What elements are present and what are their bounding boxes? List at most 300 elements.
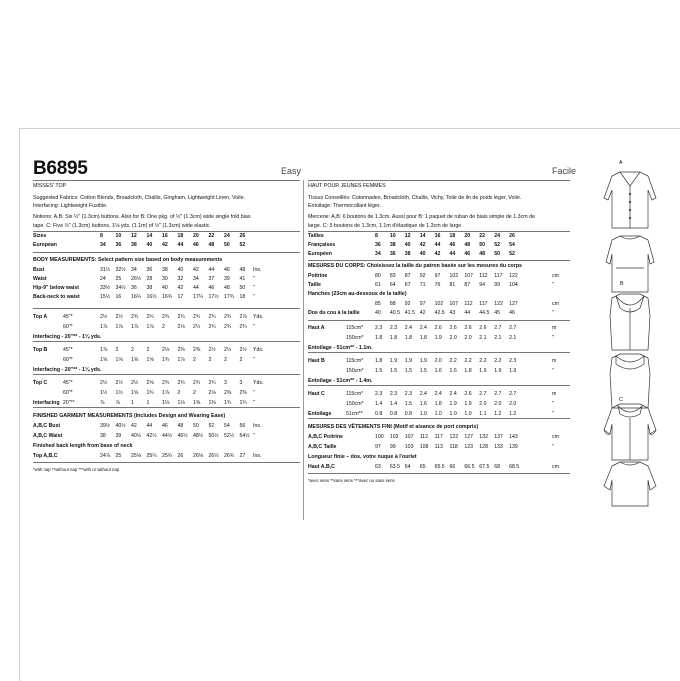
yardage-row-fr-value: 1.8 — [389, 335, 398, 341]
finished-row-fr-value: 108 — [419, 444, 429, 450]
yardage-row-fr-value: 2.4 — [404, 325, 413, 331]
sizes-row-fr-value: 16 — [434, 233, 441, 239]
yardage-row-en-label: Top B — [33, 347, 48, 353]
yardage-row-en-value: 2⅜ — [239, 390, 247, 396]
yardage-row-en-value: 1½ — [100, 390, 108, 396]
finished-row-en-label: A,B,C Bust — [33, 423, 61, 429]
hip-row-fr-value: 107 — [449, 301, 459, 307]
yardage-row-fr-value: 2.0 — [434, 358, 442, 364]
european-row-fr-value: 52 — [509, 251, 515, 257]
yardage-row-en-value: 1⅝ — [131, 390, 139, 396]
yardage-row-fr-value: 1.8 — [464, 368, 472, 374]
width-en: 45"* — [63, 380, 73, 386]
view-a-front-sketch — [604, 172, 656, 228]
french-sizes-row-value: 40 — [404, 242, 411, 248]
hip-row-fr-value: 102 — [434, 301, 444, 307]
yardage-row-fr-value: 1.5 — [375, 368, 383, 374]
yardage-row-en-unit: Yds. — [253, 314, 264, 320]
finished-row-en-value: 48 — [177, 423, 184, 429]
finished-row-en-value: 46½ — [177, 433, 188, 439]
finished-row-fr-value: 128 — [479, 444, 488, 450]
notions-fr-1: Mercerie: A,B: 6 boutons de 1.3cm. Aussi pour B: 1 paquet de ruban de biais simple de 1.3cm de — [308, 214, 536, 220]
length-row-en-value: 26⅛ — [193, 453, 204, 459]
body-row-en-value: 38 — [146, 285, 153, 291]
body-row-en-unit: " — [253, 285, 255, 291]
yardage-row-en-value: 2 — [162, 324, 165, 330]
yardage-row-en-value: 1⅞ — [162, 390, 170, 396]
width-en: 60"* — [63, 390, 73, 396]
body-row-en-value: 16¾ — [162, 294, 173, 300]
yardage-row-en-unit: Yds. — [253, 347, 264, 353]
yardage-row-fr-value: 1.8 — [434, 401, 442, 407]
rule-en-1 — [33, 231, 300, 232]
body-row-en-value: 34½ — [115, 285, 126, 291]
body-row-en-value: 24 — [100, 276, 106, 282]
yardage-row-en-value: 2¾ — [193, 314, 201, 320]
finished-row-fr-value: 113 — [434, 444, 443, 450]
body-row-en-value: 48 — [224, 285, 230, 291]
yardage-row-fr-value: 1.9 — [434, 335, 442, 341]
width-fr: 150cm* — [346, 368, 364, 374]
body-row-fr-value: 97 — [434, 273, 441, 279]
yardage-row-en-value: 2¾ — [162, 314, 170, 320]
yardage-row-fr-value: 2.7 — [494, 391, 502, 397]
yardage-row-en-value: 2 — [193, 357, 196, 363]
french-sizes-row-value: 42 — [419, 242, 426, 248]
finished-row-fr-value: 107 — [404, 434, 414, 440]
width-en: 45"* — [63, 347, 73, 353]
difficulty-en: Easy — [281, 166, 302, 176]
european-row-en-value: 50 — [224, 242, 230, 248]
body-row-en-value: 34 — [193, 276, 199, 282]
view-c-front-sketch — [604, 404, 656, 460]
body-row-fr-unit: cm — [552, 273, 559, 279]
interfacing-row-en-value: 1 — [131, 400, 134, 406]
rule-en-3 — [33, 308, 300, 309]
finished-row-en-value: 42 — [131, 423, 137, 429]
interfacing-row-en-value: 1⅜ — [193, 400, 201, 406]
yardage-row-en-value: 1⅝ — [115, 357, 123, 363]
length-row-en-value: 26¾ — [224, 453, 235, 459]
sizes-row-fr-value: 22 — [479, 233, 486, 239]
yardage-row-fr-value: 1.5 — [389, 368, 398, 374]
body-row-en-value: 42 — [177, 285, 184, 291]
yardage-row-en-value: 2½ — [224, 347, 232, 353]
european-row-en-value: 46 — [193, 242, 199, 248]
european-row-en-value: 36 — [115, 242, 122, 248]
rule-fr-top — [308, 352, 570, 353]
yardage-row-en-label: Top A — [33, 314, 48, 320]
yardage-row-en-value: 2¾ — [177, 314, 185, 320]
yardage-row-en-label: Top C — [33, 380, 48, 386]
french-sizes-row-value: 36 — [375, 242, 381, 248]
yardage-row-en-value: 1¾ — [146, 390, 154, 396]
european-row-en-value: 48 — [208, 242, 215, 248]
european-row-fr-label: Européen — [308, 251, 332, 257]
body-row-en-value: 17½ — [208, 294, 219, 300]
length-row-fr-label: Haut A,B,C — [308, 464, 335, 470]
yardage-row-en-value: 2⅜ — [224, 390, 232, 396]
interfacing-row-fr-value: 1.0 — [449, 411, 457, 417]
view-b-label: B — [620, 281, 624, 287]
length-row-fr-value: 65.5 — [434, 464, 445, 470]
interfacing-row-fr-value: 1.2 — [509, 411, 517, 417]
yardage-row-en-value: 1⅞ — [131, 324, 139, 330]
yardage-row-fr-value: 2.6 — [464, 325, 472, 331]
footnote-fr: *avec sens **sans sens ***avec ou sans sens — [308, 478, 395, 483]
finished-row-fr-value: 139 — [509, 444, 518, 450]
finished-row-en-value: 44 — [146, 423, 153, 429]
finished-row-en-value: 39 — [115, 433, 122, 439]
finished-row-fr-value: 143 — [509, 434, 518, 440]
body-row-en-value: 33½ — [100, 285, 111, 291]
finished-row-en-value: 40½ — [131, 433, 142, 439]
finished-row-en-value: 48½ — [193, 433, 204, 439]
rule-fr-2 — [308, 260, 570, 261]
body-row-fr-value: 107 — [464, 273, 474, 279]
yardage-row-fr-value: 1.9 — [494, 368, 502, 374]
rule-fr-4 — [308, 473, 570, 474]
yardage-row-fr-value: 2.3 — [389, 325, 398, 331]
yardage-row-fr-value: 2.2 — [494, 358, 502, 364]
sizes-row-en-value: 26 — [239, 233, 246, 239]
finished-row-fr-value: 118 — [449, 444, 458, 450]
body-row-en-value: 15½ — [100, 294, 111, 300]
interfacing-row-fr-unit: " — [552, 411, 554, 417]
european-row-en-value: 34 — [100, 242, 106, 248]
body-row-en-value: 16½ — [146, 294, 157, 300]
yardage-row-en-value: 1⅝ — [100, 357, 108, 363]
body-row-en-label: Hip-9" below waist — [33, 285, 79, 291]
body-row-en-value: 18 — [239, 294, 246, 300]
body-row-fr-value: 94 — [479, 282, 486, 288]
interfacing-row-fr-value: 1.0 — [464, 411, 472, 417]
yardage-row-fr-value: 1.9 — [404, 358, 413, 364]
body-row-en-value: 46 — [224, 267, 230, 273]
body-row-en-value: 39 — [224, 276, 230, 282]
body-row-fr-value: 81 — [449, 282, 456, 288]
european-row-fr-value: 46 — [464, 251, 471, 257]
finished-row-en-value: 46 — [162, 423, 168, 429]
yardage-row-en-unit: " — [253, 324, 255, 330]
french-sizes-row-value: 46 — [449, 242, 456, 248]
length-row-en-value: 25¾ — [162, 453, 173, 459]
finished-row-en-value: 40½ — [115, 423, 126, 429]
european-row-en-value: 44 — [177, 242, 184, 248]
length-row-fr-value: 67.5 — [479, 464, 490, 470]
yardage-row-fr-unit: m — [552, 391, 557, 397]
french-sizes-row-value: 44 — [434, 242, 441, 248]
rule-en-top — [33, 374, 300, 375]
interfacing-row-fr-value: 1.1 — [479, 411, 487, 417]
sizes-row-en-value: 18 — [177, 233, 184, 239]
sizes-row-en-value: 24 — [224, 233, 230, 239]
yardage-row-en-value: 2 — [208, 357, 212, 363]
body-row-en-value: 40 — [162, 285, 168, 291]
sizes-row-en-value: 20 — [193, 233, 199, 239]
yardage-row-en-value: 2¾ — [131, 314, 139, 320]
back-row-fr-value: 44 — [464, 310, 471, 316]
yardage-row-fr-value: 1.8 — [375, 335, 383, 341]
european-row-fr-value: 40 — [419, 251, 426, 257]
body-row-fr-value: 112 — [479, 273, 488, 279]
body-row-en-value: 17 — [177, 294, 184, 300]
body-row-en-value: 16 — [115, 294, 122, 300]
body-row-en-value: 37 — [208, 276, 215, 282]
body-row-fr-label: Poitrine — [308, 273, 328, 279]
french-sizes-row-value: 38 — [389, 242, 396, 248]
european-row-fr-value: 44 — [449, 251, 456, 257]
european-row-en-value: 42 — [162, 242, 168, 248]
interfacing-row-fr-label: Entoilage — [308, 411, 332, 417]
length-row-fr-value: 63 — [375, 464, 381, 470]
interfacing-en: Interfacing: Lightweight Fusible. — [33, 203, 108, 209]
yardage-row-en-value: 2⅛ — [177, 324, 185, 330]
back-row-fr-label: Dos du cou à la taille — [308, 310, 360, 316]
yardage-row-en-value: 2⅛ — [162, 347, 170, 353]
finished-row-en-value: 54 — [224, 423, 230, 429]
yardage-row-fr-value: 2.0 — [494, 401, 502, 407]
yardage-row-fr-value: 1.9 — [419, 358, 427, 364]
back-row-fr-value: 41.5 — [404, 310, 415, 316]
french-sizes-row-value: 54 — [509, 242, 515, 248]
width-en: 20"** — [63, 400, 75, 406]
interfacing-row-fr-value: 1.0 — [419, 411, 427, 417]
yardage-row-fr-value: 2.3 — [404, 391, 413, 397]
yardage-row-en-value: 2¾ — [193, 380, 201, 386]
french-sizes-row-label: Françaises — [308, 242, 336, 248]
back-row-fr-value: 43 — [449, 310, 456, 316]
finished-row-fr-value: 123 — [464, 444, 474, 450]
body-row-en-value: 48 — [239, 267, 246, 273]
back-row-fr-value: 42 — [419, 310, 426, 316]
body-row-en-value: 36 — [146, 267, 153, 273]
finished-title-fr: MESURES DES VÊTEMENTS FINI (Motif et aisance de port compris) — [308, 424, 479, 430]
sizes-row-en-value: 10 — [115, 233, 122, 239]
yardage-row-fr-unit: " — [552, 401, 554, 407]
interfacing-row-en-value: ⅞ — [115, 400, 120, 406]
yardage-row-en-value: 2¾ — [208, 314, 216, 320]
interfacing-row-en-label: Interfacing — [33, 400, 60, 406]
rule-en-4 — [33, 462, 300, 463]
back-row-fr-value: 40.5 — [389, 310, 400, 316]
length-row-en-value: 27 — [239, 453, 246, 459]
body-row-en-unit: Ins. — [253, 267, 262, 273]
hip-row-fr-value: 85 — [375, 301, 381, 307]
body-row-en-value: 36 — [131, 285, 137, 291]
length-row-fr-value: 65 — [419, 464, 426, 470]
width-fr: 51cm** — [346, 411, 363, 417]
length-row-en-value: 24⅞ — [100, 453, 111, 459]
sizes-row-en-value: 12 — [131, 233, 137, 239]
body-row-en-value: 26½ — [131, 276, 142, 282]
body-row-fr-value: 104 — [509, 282, 518, 288]
yardage-row-en-value: 2 — [224, 357, 227, 363]
yardage-row-en-value: 1⅞ — [115, 324, 123, 330]
body-row-en-value: 16¼ — [131, 294, 142, 300]
yardage-row-fr-value: 1.8 — [404, 335, 413, 341]
yardage-row-fr-unit: m — [552, 325, 557, 331]
yardage-row-fr-value: 2.3 — [375, 391, 383, 397]
yardage-row-fr-value: 1.5 — [404, 401, 413, 407]
yardage-row-fr-value: 2.4 — [419, 325, 427, 331]
finished-row-en-value: 54½ — [239, 433, 250, 439]
yardage-row-en-value: 2¼ — [193, 324, 201, 330]
interfacing-row-fr-value: 0.8 — [375, 411, 383, 417]
finished-row-fr-value: 133 — [494, 444, 503, 450]
sizes-row-en-label: Sizes — [33, 233, 47, 239]
finished-row-en-value: 44½ — [162, 433, 173, 439]
length-title-en: Finished back length from base of neck — [33, 443, 133, 449]
interfacing-row-fr-value: 0.8 — [389, 411, 398, 417]
french-sizes-row-value: 50 — [479, 242, 486, 248]
finished-row-fr-value: 137 — [494, 434, 503, 440]
yardage-row-en-value: 1⅞ — [146, 324, 154, 330]
finished-row-fr-unit: cm — [552, 434, 559, 440]
yardage-row-en-value: 2½ — [100, 380, 108, 386]
body-row-fr-value: 117 — [494, 273, 503, 279]
yardage-row-fr-value: 2.2 — [479, 358, 487, 364]
finished-row-fr-value: 112 — [419, 434, 428, 440]
body-row-en-label: Waist — [33, 276, 47, 282]
european-row-fr-value: 38 — [404, 251, 411, 257]
yardage-row-en-unit: Yds. — [253, 380, 264, 386]
interfacing-row-en-value: 1⅛ — [177, 400, 185, 406]
length-row-fr-value: 66.5 — [464, 464, 475, 470]
width-en: 45"* — [63, 314, 73, 320]
back-row-fr-value: 44.5 — [479, 310, 490, 316]
body-row-fr-value: 80 — [375, 273, 381, 279]
yardage-row-en-value: 2¾ — [208, 324, 216, 330]
finished-row-fr-value: 103 — [404, 444, 414, 450]
interfacing-row-fr-value: 1.2 — [494, 411, 502, 417]
back-row-fr-value: 45 — [494, 310, 500, 316]
pattern-code: B6895 — [33, 158, 88, 179]
yardage-row-fr-value: 1.4 — [375, 401, 383, 407]
european-row-fr-value: 36 — [389, 251, 396, 257]
european-row-fr-value: 42 — [434, 251, 441, 257]
footnote-en: *with nap **without nap ***with or without nap — [33, 467, 120, 472]
french-sizes-row-value: 52 — [494, 242, 500, 248]
interfacing-row-en-value: 1⅛ — [162, 400, 170, 406]
body-row-en-value: 25 — [115, 276, 122, 282]
yardage-row-fr-value: 2.7 — [509, 325, 517, 331]
finished-row-fr-value: 132 — [479, 434, 488, 440]
sizes-row-fr-value: 12 — [404, 233, 411, 239]
yardage-row-fr-value: 2.0 — [479, 401, 487, 407]
width-en: 60"* — [63, 357, 73, 363]
view-b-front-sketch — [610, 294, 650, 350]
interfacing-yardage-fr: Entoilage - 51cm** - 1.4m. — [308, 378, 373, 384]
yardage-row-fr-value: 2.3 — [375, 325, 383, 331]
yardage-row-en-value: 1⅞ — [177, 357, 185, 363]
length-title-fr: Longueur finie – dos, votre nuque à l'ourlet — [308, 454, 417, 460]
notions-fr-2: large. C: 5 boutons de 1.3cm, 1.1m d'élastique de 1.3cm de large. — [308, 223, 463, 229]
yardage-row-fr-label: Haut C — [308, 391, 325, 397]
back-row-fr-value: 42.5 — [434, 310, 445, 316]
finished-row-en-value: 56 — [239, 423, 246, 429]
body-row-en-value: 38 — [162, 267, 168, 273]
header-rule-en — [33, 180, 300, 181]
hip-row-fr-value: 122 — [494, 301, 503, 307]
body-row-fr-value: 76 — [434, 282, 441, 288]
european-row-en-value: 40 — [146, 242, 153, 248]
yardage-row-en-value: 2¾ — [177, 380, 185, 386]
finished-row-fr-value: 97 — [375, 444, 381, 450]
finished-row-en-unit: " — [253, 433, 255, 439]
finished-row-en-value: 52 — [208, 423, 215, 429]
body-row-en-value: 32 — [177, 276, 184, 282]
yardage-row-en-value: 2⅛ — [208, 390, 216, 396]
body-row-en-value: 41 — [239, 276, 246, 282]
body-row-en-unit: " — [253, 276, 255, 282]
width-fr: 115cm* — [346, 391, 364, 397]
yardage-row-en-unit: " — [253, 357, 255, 363]
body-row-en-value: 40 — [177, 267, 184, 273]
body-row-en-value: 44 — [193, 285, 199, 291]
title-fr: HAUT POUR JEUNES FEMMES — [308, 183, 386, 189]
body-row-en-value: 28 — [146, 276, 153, 282]
finished-row-fr-value: 117 — [434, 434, 443, 440]
body-row-fr-label: Taille — [308, 282, 321, 288]
yardage-row-fr-value: 1.5 — [419, 368, 427, 374]
yardage-row-en-value: 2¾ — [208, 380, 216, 386]
yardage-row-en-value: 2 — [239, 357, 243, 363]
yardage-row-en-value: 2½ — [115, 380, 123, 386]
finished-row-en-value: 50 — [193, 423, 199, 429]
yardage-row-en-value: 2⅞ — [239, 314, 247, 320]
length-row-en-label: Top A,B,C — [33, 453, 58, 459]
sizes-row-fr-value: 8 — [375, 233, 378, 239]
yardage-row-fr-value: 2.7 — [509, 391, 517, 397]
length-row-en-value: 26½ — [208, 453, 219, 459]
yardage-row-fr-value: 1.9 — [509, 368, 517, 374]
european-row-en-value: 52 — [239, 242, 246, 248]
yardage-row-en-value: 3 — [224, 380, 227, 386]
body-row-en-value: 17¼ — [193, 294, 204, 300]
yardage-row-fr-value: 1.6 — [419, 401, 427, 407]
yardage-row-en-value: 2¾ — [224, 324, 232, 330]
yardage-row-fr-unit: m — [552, 358, 557, 364]
rule-en-top — [33, 407, 300, 408]
yardage-row-fr-value: 2.1 — [479, 335, 487, 341]
body-row-en-value: 34 — [131, 267, 137, 273]
body-row-fr-value: 67 — [404, 282, 411, 288]
width-fr: 150cm* — [346, 401, 364, 407]
notions-en-2: tape. C: Five ½" (1.3cm) buttons, 1⅛ yds. (1.1m) of ½" (1.3cm) wide elastic. — [33, 223, 211, 229]
yardage-row-fr-value: 1.9 — [389, 358, 398, 364]
yardage-row-fr-value: 2.2 — [464, 358, 472, 364]
yardage-row-en-value: 1⅝ — [146, 357, 154, 363]
body-row-en-label: Back-neck to waist — [33, 294, 80, 300]
finished-row-fr-value: 122 — [449, 434, 459, 440]
finished-row-en-label: A,B,C Waist — [33, 433, 63, 439]
interfacing-row-en-unit: " — [253, 400, 255, 406]
interfacing-fr: Entoilage: Thermocollant léger. — [308, 203, 381, 209]
body-row-fr-value: 83 — [389, 273, 396, 279]
yardage-row-en-value: 2¾ — [146, 314, 154, 320]
body-row-en-value: 50 — [239, 285, 246, 291]
length-row-en-value: 25 — [115, 453, 122, 459]
yardage-row-fr-value: 1.9 — [464, 401, 472, 407]
european-row-fr-value: 50 — [494, 251, 500, 257]
interfacing-row-en-value: ⅞ — [100, 400, 105, 406]
sizes-row-fr-value: 24 — [494, 233, 500, 239]
finished-row-fr-value: 99 — [389, 444, 396, 450]
body-row-en-value: 42 — [193, 267, 199, 273]
body-title-fr: MESURES DU CORPS: Choisissez la taille du patron basée sur les mesures du corps — [308, 263, 522, 269]
length-row-fr-value: 66 — [449, 464, 456, 470]
